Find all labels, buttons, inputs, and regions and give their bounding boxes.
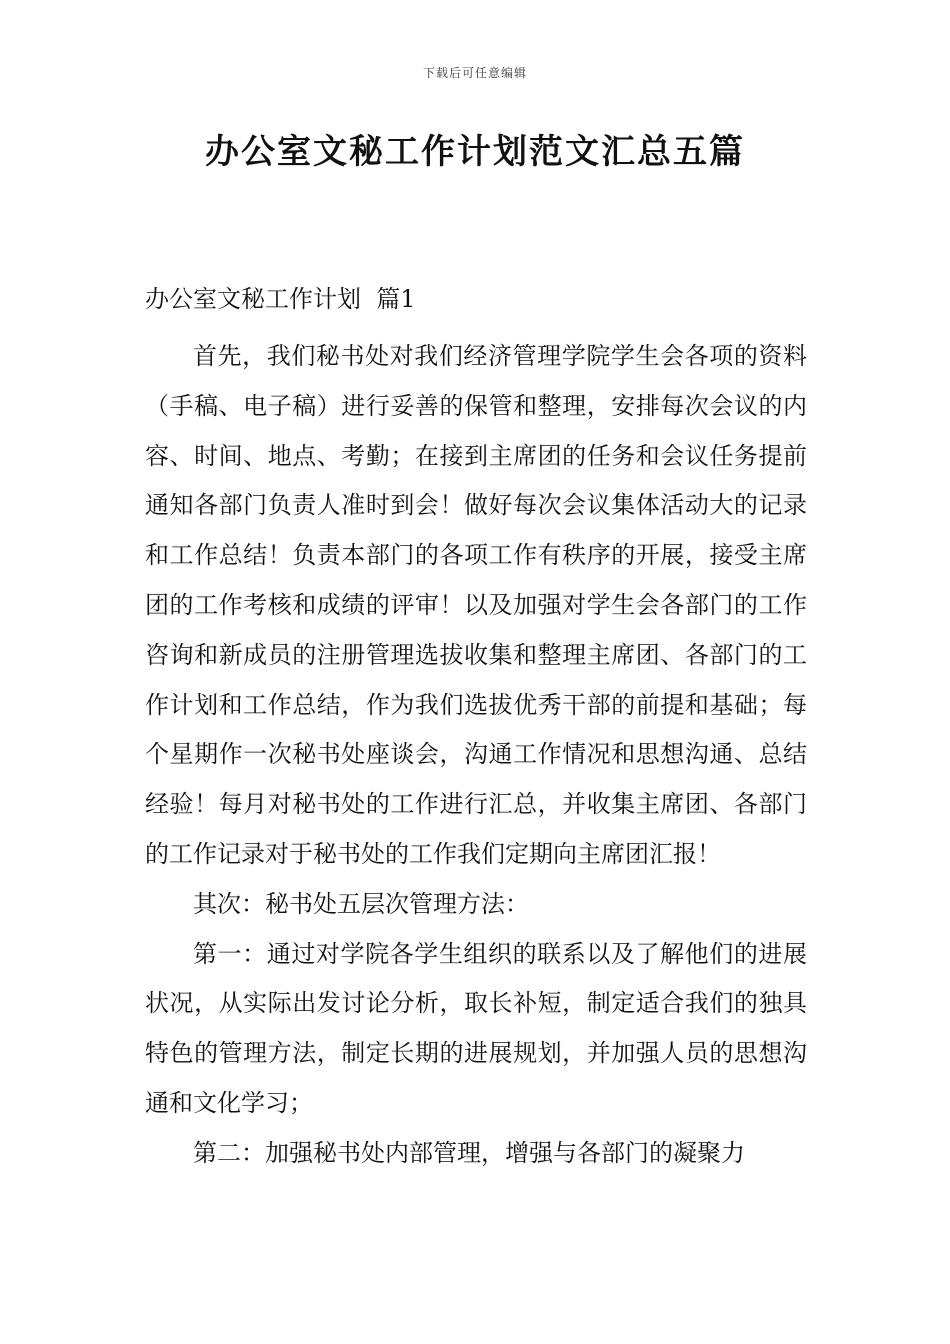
paragraph: 首先，我们秘书处对我们经济管理学院学生会各项的资料（手稿、电子稿）进行妥善的保管和整理，安排每次会议的内容、时间、地点、考勤；在接到主席团的任务和会议任务提前通知各部门负责人准时到会！做好每次会议集体活动大的记录和工作总结！负责本部门的各项工作有秩序的开展，接受主席团的工作考核和成绩的评审！以及加强对学生会各部门的工作咨询和新成员的注册管理选拔收集和整理主席团、各部门的工作计划和工作总结，作为我们选拔优秀干部的前提和基础；每个星期作一次秘书处座谈会，沟通工作情况和思想沟通、总结经验！每月对秘书处的工作进行汇总，并收集主席团、各部门的工作记录对于秘书处的工作我们定期向主席团汇报！: [145, 342, 807, 868]
paragraph: 其次：秘书处五层次管理方法：: [193, 889, 529, 918]
paragraph: 第二：加强秘书处内部管理，增强与各部门的凝聚力: [193, 1138, 745, 1167]
section-heading: 办公室文秘工作计划 篇1: [145, 285, 416, 313]
paragraph: 第一：通过对学院各学生组织的联系以及了解他们的进展状况，从实际出发讨论分析，取长补短，制定适合我们的独具特色的管理方法，制定长期的进展规划，并加强人员的思想沟通和文化学习；: [145, 939, 807, 1117]
body-text: [145, 332, 807, 1179]
document-title: 办公室文秘工作计划范文汇总五篇: [205, 132, 745, 172]
header-note: 下载后可任意编辑: [422, 66, 527, 80]
